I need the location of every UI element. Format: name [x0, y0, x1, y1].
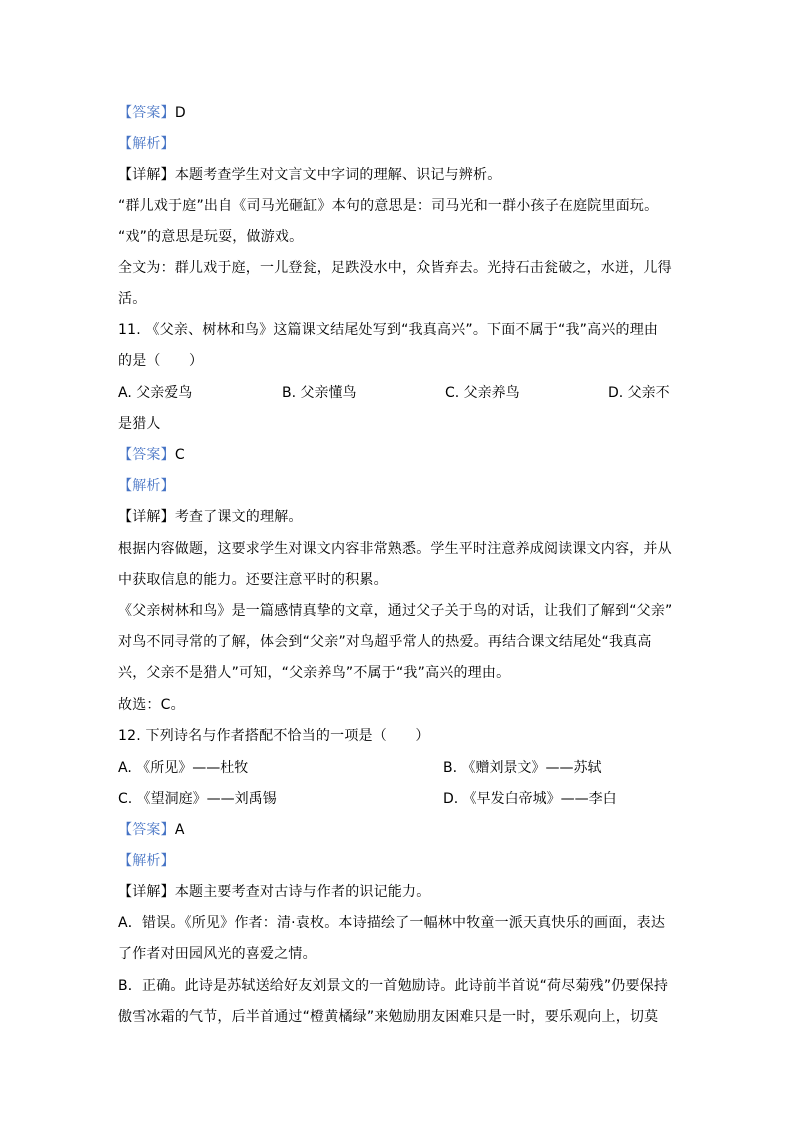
analysis-line [118, 852, 175, 870]
option-c: C. 父亲养鸟 [445, 385, 520, 401]
analysis-tag: 【解析】 [118, 853, 175, 869]
paragraph-line: 中获取信息的能力。还要注意平时的积累。 [118, 572, 388, 588]
detail-tag: 【详解】 [118, 509, 175, 525]
paragraph-line: 傲雪冰霜的气节，后半首通过“橙黄橘绿”来勉励朋友困难只是一时，要乐观向上，切莫 [118, 1009, 659, 1025]
paragraph-line: “戏”的意思是玩耍，做游戏。 [118, 229, 304, 245]
option-d-continued: 是猎人 [118, 416, 161, 432]
option-c: C. 《望洞庭》——刘禹锡 [118, 791, 277, 807]
detail-line [118, 166, 501, 184]
paragraph-line: 兴，父亲不是猎人”可知，“父亲养鸟”不属于“我”高兴的理由。 [118, 665, 511, 681]
answer-tag: 【答案】 [118, 447, 175, 463]
answer-value: D [174, 105, 186, 121]
analysis-tag: 【解析】 [118, 478, 175, 494]
answer-tag: 【答案】 [118, 822, 175, 838]
option-d: D. 父亲不 [608, 385, 670, 401]
detail-tag: 【详解】 [118, 167, 175, 183]
answer-line [118, 821, 185, 839]
answer-value: A [174, 822, 185, 838]
detail-text: 本题主要考查对古诗与作者的识记能力。 [174, 884, 431, 900]
question-stem: 12. 下列诗名与作者搭配不恰当的一项是（ ） [118, 728, 430, 744]
detail-line [118, 883, 430, 901]
question-stem: 的是（ ） [118, 353, 204, 369]
detail-text: 本题考查学生对文言文中字词的理解、识记与辨析。 [174, 167, 502, 183]
question-stem: 11. 《父亲、树林和鸟》这篇课文结尾处写到“我真高兴”。下面不属于“我”高兴的理由 [118, 322, 659, 338]
answer-tag: 【答案】 [118, 105, 175, 121]
paragraph-line: 全文为：群儿戏于庭，一儿登瓮，足跌没水中，众皆弃去。光持石击瓮破之，水迸，儿得 [118, 260, 672, 276]
paragraph-line: 根据内容做题，这要求学生对课文内容非常熟悉。学生平时注意养成阅读课文内容，并从 [118, 541, 672, 557]
paragraph-line: 对鸟不同寻常的了解，体会到“父亲”对鸟超乎常人的热爱。再结合课文结尾处“我真高 [118, 634, 652, 650]
detail-text: 考查了课文的理解。 [174, 509, 303, 525]
option-d: D. 《早发白帝城》——李白 [443, 791, 617, 807]
paragraph-line: 了作者对田园风光的喜爱之情。 [118, 946, 317, 962]
detail-line [118, 508, 303, 526]
option-a: A. 《所见》——杜牧 [118, 760, 249, 776]
option-b: B. 《赠刘景文》——苏轼 [443, 760, 602, 776]
paragraph-line: B．正确。此诗是苏轼送给好友刘景文的一首勉励诗。此诗前半首说“荷尽菊残”仍要保持 [118, 978, 669, 994]
option-a: A. 父亲爱鸟 [118, 385, 193, 401]
answer-line [118, 104, 186, 122]
analysis-line [118, 135, 175, 153]
option-b: B. 父亲懂鸟 [282, 385, 357, 401]
paragraph-line: 故选：C。 [118, 697, 185, 713]
analysis-tag: 【解析】 [118, 136, 175, 152]
detail-tag: 【详解】 [118, 884, 175, 900]
answer-value: C [174, 447, 185, 463]
paragraph-line: “群儿戏于庭”出自《司马光砸缸》本句的意思是：司马光和一群小孩子在庭院里面玩。 [118, 198, 659, 214]
paragraph-line: 《父亲树林和鸟》是一篇感情真挚的文章，通过父子关于鸟的对话，让我们了解到“父亲” [118, 603, 673, 619]
paragraph-line: A．错误。《所见》作者：清·袁枚。本诗描绘了一幅林中牧童一派天真快乐的画面，表达 [118, 915, 666, 931]
analysis-line [118, 477, 175, 495]
answer-line [118, 446, 185, 464]
paragraph-line: 活。 [118, 291, 147, 307]
